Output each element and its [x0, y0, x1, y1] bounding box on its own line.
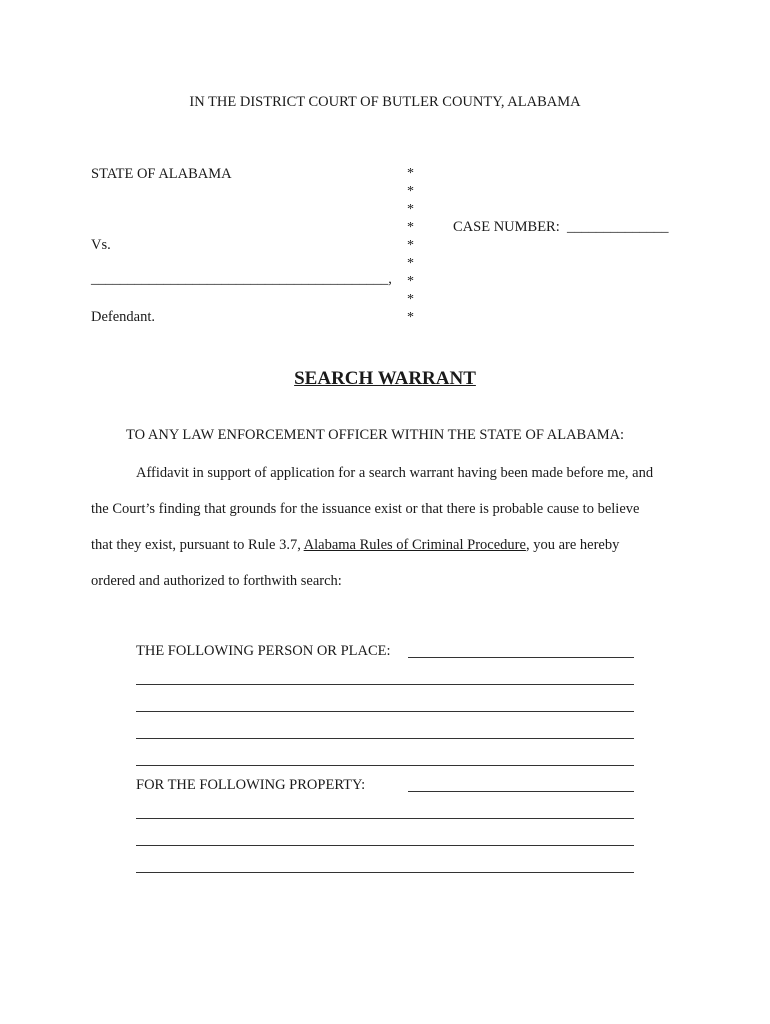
property-field[interactable] [408, 791, 634, 792]
body-text: , you are hereby [525, 537, 620, 553]
person-place-label: THE FOLLOWING PERSON OR PLACE: [136, 643, 391, 659]
caption-separator [407, 165, 419, 327]
case-number-label: CASE NUMBER: [453, 219, 560, 235]
body-line [91, 530, 691, 566]
address-line: TO ANY LAW ENFORCEMENT OFFICER WITHIN THE STATE OF ALABAMA: [126, 427, 625, 443]
property-label: FOR THE FOLLOWING PROPERTY: [136, 777, 366, 793]
separator-star: * [407, 202, 414, 217]
property-field[interactable] [136, 818, 634, 819]
defendant-label: Defendant. [91, 309, 156, 325]
separator-star: * [407, 256, 414, 271]
rules-reference: Alabama Rules of Criminal Procedure [303, 537, 526, 553]
body-line: ordered and authorized to forthwith search: [91, 573, 342, 589]
property-field[interactable] [136, 845, 634, 846]
person-place-field[interactable] [136, 738, 634, 739]
case-number-field[interactable]: ______________ [567, 219, 669, 235]
person-place-field[interactable] [136, 765, 634, 766]
separator-star: * [407, 274, 414, 289]
person-place-field[interactable] [136, 684, 634, 685]
separator-star: * [407, 310, 414, 325]
separator-star: * [407, 166, 414, 181]
property-field[interactable] [136, 872, 634, 873]
plaintiff-name: STATE OF ALABAMA [91, 166, 232, 182]
court-heading: IN THE DISTRICT COURT OF BUTLER COUNTY, ALABAMA [189, 94, 581, 110]
separator-star: * [407, 292, 414, 307]
versus-label: Vs. [91, 237, 111, 253]
warrant-body [91, 458, 691, 602]
person-place-field[interactable] [408, 657, 634, 658]
separator-star: * [407, 184, 414, 199]
body-text: that they exist, pursuant to Rule 3.7, [91, 537, 304, 553]
body-line: the Court’s finding that grounds for the issuance exist or that there is probable cause to believe [91, 501, 640, 517]
document-title: SEARCH WARRANT [294, 368, 476, 389]
defendant-name-blank[interactable]: _________________________________________, [91, 271, 392, 287]
person-place-field[interactable] [136, 711, 634, 712]
body-line: Affidavit in support of application for a search warrant having been made before me, and [136, 465, 654, 481]
separator-star: * [407, 220, 414, 235]
separator-star: * [407, 238, 414, 253]
